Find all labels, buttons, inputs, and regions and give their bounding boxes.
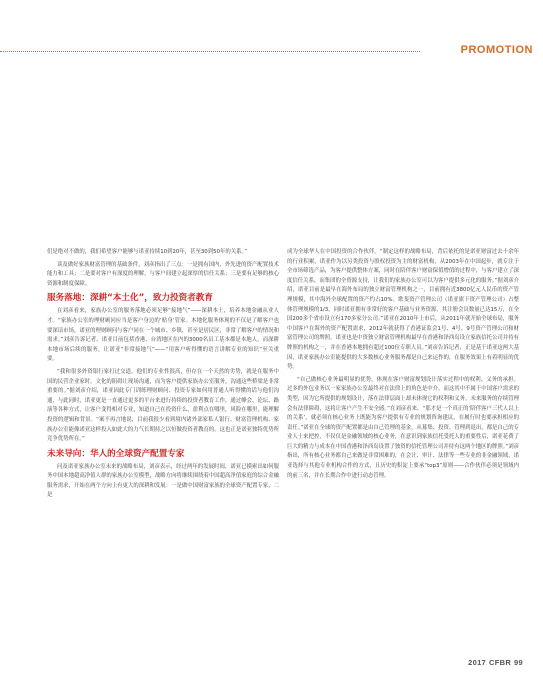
header-rule <box>0 51 420 52</box>
left-column <box>47 248 279 504</box>
footer-year: 2017 <box>468 658 487 667</box>
paragraph: 成为全球华人在中国投资的合作伙伴。“制定这样的战略布局，背后依托的是诺亚财富过去十余年的行业积累，诺亚作为以另类投资与股权投资为主的财富机构，从2003年在中国起步，就专注于全市场筛选产品，为客户提供整体方案，同时在陪伴客户财富保值增值的过程中，与客户建立了深度信任关系，而集团的全资源支持，让我们的家族办公室可以为客户提供多元化的服务。”据刘彦介绍，诺亚目前是最早在海外布局的独立财富管理机构之一，目前拥有近3800亿元人民币的资产管理规模，其中海外全球配置的资产约占10%。歌斐资产管理公司（诺亚旗下资产管理公司）占整体管理规模的1/3，同时诺亚拥有非常好的客户基础与业务资源，其注册会员数量已达15万，在全国200多个省市设立有170多家分公司。”诺亚在2010年上市后，从2011年就开始全球布局，服务中国客户在海外的资产配置需求，2012年就获得了香港证监会1号、4号、9号资产管理公司和财富管理公司的牌照。诺亚也是中资独立财富管理机构最早在香港和泽西岛设立家族信托公司并持有牌照的机构之一，并在香港本地拥有超过100位专职人员。”刘彦告诉记者，正是基于诺亚这两大基因，诺亚家族办公室能提供的大多数核心业务服务都是自己来运作的，在服务效果上有着明显的优势。 <box>287 249 519 371</box>
section-label: PROMOTION <box>460 44 533 56</box>
footer-magazine: CFBR <box>489 658 512 667</box>
footer-page-number: 99 <box>514 658 523 667</box>
paragraph: “自己做核心业务最明显的优势，体现在客户财富规划设计落实过程中的权利、义务的承担。过多的外包业务以一家家族办公室最终对在法律上的角色是中介，而这其中不属于中国客户需求的类型，因为它所提供的规划设计，落在法律层面上却未体现它的权利和义务。未来服务的存续管理会有法律障碍，这将让客户产生不安全感。”在刘彦看来，“那才是一个真正的‘陪伴客户三代人以上的关系’，就必须在核心业务上既能为客户提供有专业的规划咨询建议，在履行时也要承担相应的责任。”诺亚在全球的资产配置都是由自己管理的基金，从募集、投资、管理到退出，都是自己的专业人士来把控，不仅仅是金融领域的核心业务，在意识到家族信托受托人的重要性后，诺亚花费了巨大的精力与成本在中国香港和泽西岛设置了独资的信托管理公司并持有这两个地区的牌照。”刘彦指出，所有核心业务都自己来做是非常困难的，在会计、审计、法律等一些专业的非金融领域，诺亚选择与其他专业机构合作的方式，且历史的积淀上要承“top3”原则——合作伙伴必须是领域内的前三名，并在长期合作中进行动态管理。 <box>287 376 519 479</box>
page-footer <box>465 658 523 667</box>
paragraph: 问及诺亚家族办公室未来的战略布局，刘彦表示，经过两年的发展时间，诺亚已摸索出如何服务中国本地超高净值人群的家族办公室模型，战略方向将继续围绕着中国超高净值家庭的综合金融服务需求，开始在两个方向上有更大的深耕和发展：一是做中国财富家族的全球资产配置专家，二是 <box>47 463 279 499</box>
paragraph: 们是绝对不做的，我们希望客户能够与诺亚持续10到20年，甚至30到50年的关系。” <box>47 249 248 255</box>
paragraph: “我和很多外资银行家打过交道，他们的专业性很高，但存在一个天然的劣势，就是在服务中国的民营企业家时，文化的阻碍让现场沟通，而为客户提供家族办公室服务，沟通这些桥梁是非常重要的。”据刘彦介绍，诺亚因此专门训练理财顾问、投资专家如何用普通人听得懂的话与他们沟通，与此同时，诺亚更是一直通过更多的平台来进行持续的投资者教育工作，通过峰会、论坛、路演等各种方式，让客户变得相对专业，知道自己在投资什么，盈利点在哪里，风险在哪里，能理解投资的逻辑和背景。“案不再言地说，目前我很少看到境内诸外部家私人银行、财富管理机构、家族办公室能像诺亚这样投入如此大的力气长期持之以恒做投资者教育的。这也正是诺亚独特优势所竞争优势所在。” <box>47 368 279 443</box>
section-heading: 未来导向：华人的全球资产配置专家 <box>47 448 185 459</box>
right-column <box>287 248 519 484</box>
paragraph: 谈及做好家族财富管理的基础条件，刘彦指出了三点：一是拥有国内、外先进的资产配置技术能力和工具；二是要对客户有深度的理解，与客户间建立起深厚的信任关系；三是要有足够的核心资源和制度保障。 <box>47 261 279 287</box>
paragraph: 在刘彦看来，家族办公室的服务落地必须足够“接地气”——深耕本土，培养本地金融从业人才。“家族办公室的理财顾问应当是客户身边的‘贴身’管家。本地化服务体现的不仅是了解客户也要深谙市场，诺亚的理财顾问与客户同在一个城市、乡镇，甚至是居民区，非常了解客户的情况和需求。”刘彦告诉记者，诺亚目前包括香港、台湾地区在内的3000名员工基本都是本地人，而深耕本地市场后续的服务，让诺亚“非常接地气”——“用客户听得懂的语言讲解专业的知识”至关重要。 <box>47 308 279 363</box>
section-heading: 服务落地：深耕“本土化”，致力投资者教育 <box>47 293 213 304</box>
